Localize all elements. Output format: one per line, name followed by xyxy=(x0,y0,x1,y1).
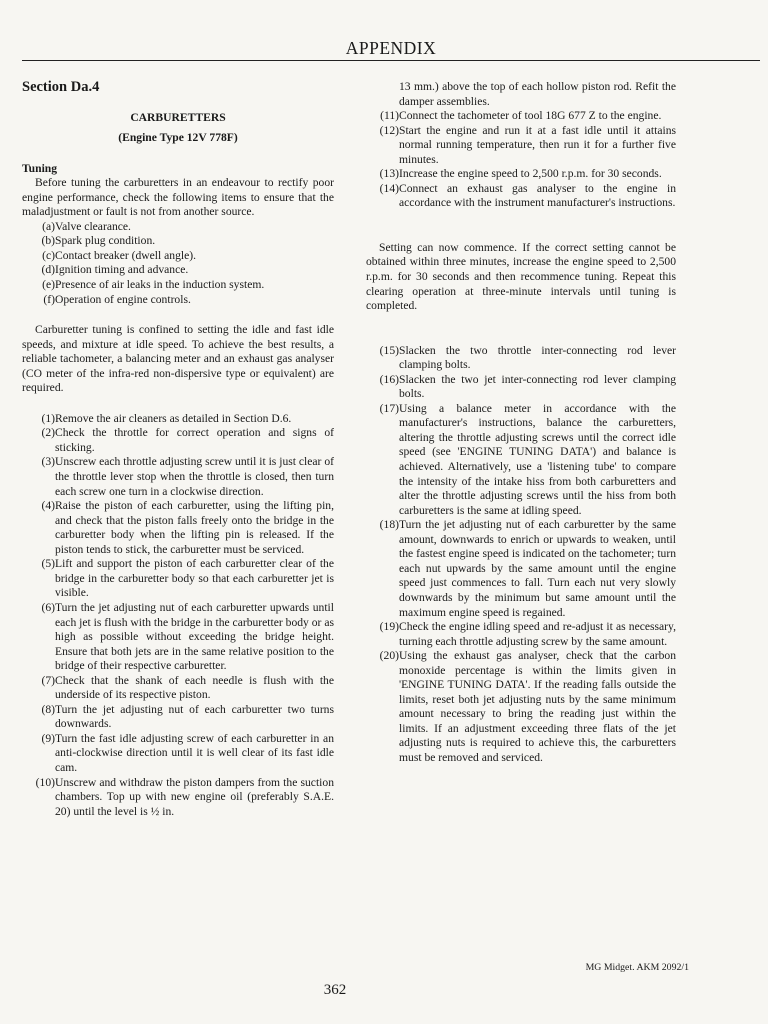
list-item xyxy=(22,412,334,427)
list-item xyxy=(22,455,334,499)
list-item xyxy=(366,518,676,620)
list-item-number: (15) xyxy=(379,343,399,357)
list-item-text: Valve clearance. xyxy=(55,219,131,233)
list-item xyxy=(366,124,676,168)
list-item xyxy=(366,649,676,765)
engine-type: (Engine Type 12V 778F) xyxy=(118,131,238,145)
section-title: Section Da.4 xyxy=(22,79,100,95)
list-item-text: Unscrew each throttle adjusting screw until it is just clear of the throttle lever stop when the throttle is closed, then turn each screw one turn in a clockwise direction. xyxy=(55,455,334,498)
list-item-text: Check the throttle for correct operation and signs of sticking. xyxy=(55,426,334,454)
list-item-number: (a) xyxy=(42,219,55,233)
checks-list xyxy=(34,220,334,307)
list-item-number: (b) xyxy=(41,234,55,248)
list-item xyxy=(22,732,334,776)
right-column xyxy=(366,80,676,766)
list-item-text: Check the engine idling speed and re-adjust it as necessary, turning each throttle adjusting screw by the same amount. xyxy=(399,620,676,648)
list-item xyxy=(34,234,334,249)
list-item xyxy=(22,499,334,557)
list-item-number: (11) xyxy=(380,109,399,123)
list-item-text: Slacken the two jet inter-connecting rod lever clamping bolts. xyxy=(399,372,676,401)
list-item-text: Slacken the two throttle inter-connecting rod lever clamping bolts. xyxy=(399,343,676,372)
list-item-text: Connect an exhaust gas analyser to the engine in accordance with the instrument manufacturer's instructions. xyxy=(399,181,676,210)
list-item xyxy=(34,293,334,308)
list-item-text: Increase the engine speed to 2,500 r.p.m. for 30 seconds. xyxy=(399,167,662,181)
list-item-number: (e) xyxy=(42,278,55,292)
heading-carburetters: CARBURETTERS xyxy=(130,110,226,124)
list-item-text: Operation of engine controls. xyxy=(55,292,191,306)
list-item-number: (c) xyxy=(42,248,55,262)
list-item xyxy=(366,167,676,182)
list-item xyxy=(366,373,676,402)
list-item-number: (12) xyxy=(379,123,399,137)
list-item-text: Turn the jet adjusting nut of each carburetter two turns downwards. xyxy=(55,702,334,731)
list-item-number: (16) xyxy=(379,372,399,386)
list-item-number: (14) xyxy=(379,181,399,195)
list-item xyxy=(366,182,676,211)
list-item-text: Contact breaker (dwell angle). xyxy=(55,248,196,262)
page-header-title: APPENDIX xyxy=(345,38,437,58)
header-rule xyxy=(22,60,760,61)
list-item-text: Unscrew and withdraw the piston dampers from the suction chambers. Top up with new engine oil (preferably S.A.E. 20) until the level is ½ in. xyxy=(55,775,334,818)
list-item-number: (d) xyxy=(41,263,55,277)
list-item-text: Using a balance meter in accordance with the manufacturer's instructions, balance the carburetters, altering the throttle adjusting screws until the correct idle speed (see 'ENGINE TUNING DATA') and balance is achieved. Alternatively, use a 'listening tube' to compare the intensity of the intake hiss from both carburetters and alter the throttle adjusting screws until the hiss from both carburetters is the same at idling speed. xyxy=(399,401,676,517)
list-item-text: Spark plug condition. xyxy=(55,234,156,248)
list-item-number: (7) xyxy=(41,673,55,687)
list-item xyxy=(22,557,334,601)
steps-list-right-a xyxy=(366,109,676,211)
subhead-tuning: Tuning xyxy=(22,161,58,175)
list-item xyxy=(366,109,676,124)
list-item xyxy=(34,220,334,235)
list-item-number: (20) xyxy=(379,649,399,663)
page-number: 362 xyxy=(323,982,347,998)
list-item-text: Turn the fast idle adjusting screw of each carburetter in an anti-clockwise direction until it is well clear of its fast idle cam. xyxy=(55,731,334,774)
setting-paragraph: Setting can now commence. If the correct setting cannot be obtained within three minutes, increase the engine speed to 2,500 r.p.m. for 30 seconds and then recommence tuning. Repeat this clearing operation at three-minute intervals until tuning is completed. xyxy=(366,240,676,313)
list-item-number: (5) xyxy=(41,557,55,571)
list-item xyxy=(22,426,334,455)
list-item-text: Check that the shank of each needle is flush with the underside of its respective piston. xyxy=(55,673,334,702)
list-item xyxy=(22,674,334,703)
list-item-number: (f) xyxy=(43,292,55,306)
list-item-text: Raise the piston of each carburetter, using the lifting pin, and check that the piston falls freely onto the bridge in the carburetter body when the lifting pin is released. If the piston tends to stick, the carburetter must be serviced. xyxy=(55,499,334,556)
list-item-text: Ignition timing and advance. xyxy=(55,263,189,277)
list-item-number: (17) xyxy=(379,401,399,415)
list-item-number: (3) xyxy=(41,455,55,469)
steps-list-right-b xyxy=(366,344,676,766)
list-item xyxy=(22,776,334,820)
list-item-number: (4) xyxy=(41,499,55,513)
list-item xyxy=(34,263,334,278)
list-item-number: (2) xyxy=(41,426,55,440)
list-item-text: Start the engine and run it at a fast idle until it attains normal running temperature, then run it for a further five minutes. xyxy=(399,123,676,166)
intro-paragraph: Before tuning the carburetters in an endeavour to rectify poor engine performance, check the following items to ensure that the maladjustment or fault is not from another source. xyxy=(22,176,334,219)
list-item xyxy=(366,402,676,518)
list-item-number: (19) xyxy=(379,620,399,634)
list-item-number: (18) xyxy=(379,518,399,532)
list-item-number: (13) xyxy=(379,167,399,181)
step-10-continuation: 13 mm.) above the top of each hollow piston rod. Refit the damper assemblies. xyxy=(399,80,676,108)
left-column xyxy=(22,80,334,819)
list-item-text: Turn the jet adjusting nut of each carburetter upwards until each jet is flush with the bridge in the carburetter body or as high as possible without exceeding the bridge height. Ensure that both jets are in the same relative position to the bridge of their respective carburetter. xyxy=(55,600,334,673)
list-item xyxy=(34,249,334,264)
list-item-text: Turn the jet adjusting nut of each carburetter by the same amount, downwards to enrich or upwards to weaken, until the fastest engine speed is indicated on the tachometer; turn each nut upwards by the same amount until the engine speed just commences to fall. Turn each nut very slowly downwards by the minimum but same amount until the maximum engine speed is regained. xyxy=(399,518,676,619)
list-item-text: Using the exhaust gas analyser, check that the carbon monoxide percentage is within the limits given in 'ENGINE TUNING DATA'. If the reading falls outside the limits, reset both jet adjusting nuts by the same minimum amount necessary to bring the reading just within the limits. If an adjustment exceeding three flats of the jet adjusting nuts is required to achieve this, the carburetters must be removed and serviced. xyxy=(399,649,676,764)
list-item xyxy=(366,344,676,373)
list-item xyxy=(22,703,334,732)
list-item-number: (1) xyxy=(41,411,55,425)
steps-list-left xyxy=(22,412,334,819)
list-item-text: Remove the air cleaners as detailed in Section D.6. xyxy=(55,411,292,425)
footer-reference: MG Midget. AKM 2092/1 xyxy=(585,962,689,973)
list-item-text: Presence of air leaks in the induction system. xyxy=(55,278,265,292)
list-item xyxy=(366,620,676,649)
list-item-number: (10) xyxy=(35,775,55,789)
list-item-text: Lift and support the piston of each carburetter clear of the bridge in the carburetter body so that each carburetter jet is visible. xyxy=(55,557,334,600)
list-item-number: (6) xyxy=(41,600,55,614)
list-item xyxy=(22,601,334,674)
list-item-text: Connect the tachometer of tool 18G 677 Z to the engine. xyxy=(399,109,662,123)
tuning-scope-paragraph: Carburetter tuning is confined to setting the idle and fast idle speeds, and mixture at idle speed. To achieve the best results, a reliable tachometer, a balancing meter and an exhaust gas analyser (CO meter of the infra-red non-dispersive type or equivalent) are required. xyxy=(22,323,334,395)
list-item-number: (8) xyxy=(41,702,55,716)
list-item xyxy=(34,278,334,293)
list-item-number: (9) xyxy=(41,731,55,745)
